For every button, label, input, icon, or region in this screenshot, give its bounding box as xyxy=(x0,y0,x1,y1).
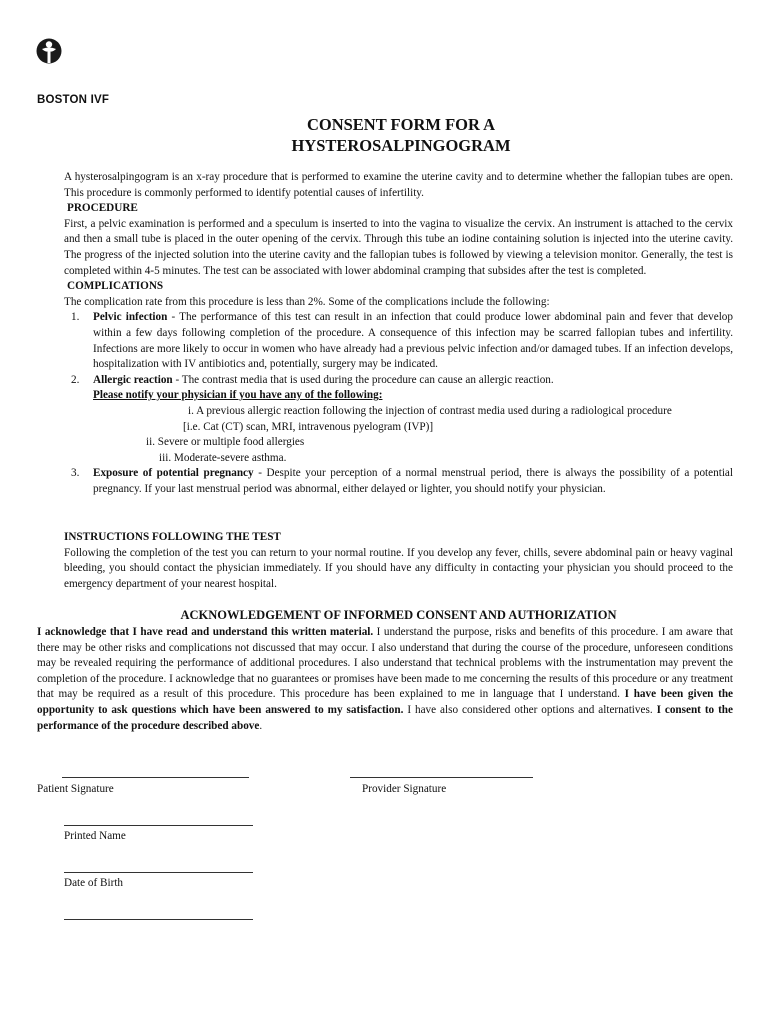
body-section xyxy=(64,170,733,497)
list-item: 2. Allergic reaction - The contrast media that is used during the procedure can cause an allergic reaction. Please notify your physician if you have any of the following: i. A previous allergic reaction following the injection of contrast media used during a radiological procedure [i.e. Cat (CT) scan, MRI, intravenous pyelogram (IVP)] ii. Severe or multiple food allergies iii. Moderate-severe asthma. xyxy=(64,373,733,467)
instructions-paragraph: Following the completion of the test you can return to your normal routine. If you develop any fever, chills, severe abdominal pain or heavy vaginal bleeding, you should contact the physician immediately. If you should have any difficulty in contacting your physician you should proceed to the emergency department of your nearest hospital. xyxy=(64,546,733,590)
instructions-section xyxy=(64,530,733,592)
page-title: CONSENT FORM FOR A HYSTEROSALPINGOGRAM xyxy=(291,115,511,155)
organization-name: BOSTON IVF xyxy=(37,94,110,106)
list-item: ii. Severe or multiple food allergies xyxy=(146,436,305,449)
complications-list xyxy=(64,310,733,497)
provider-signature-label: Provider Signature xyxy=(362,783,447,795)
list-item: iii. Moderate-severe asthma. xyxy=(159,451,287,464)
printed-name-line[interactable] xyxy=(64,825,253,826)
boston-ivf-logo-icon xyxy=(36,38,62,64)
allergy-sublist xyxy=(93,404,733,466)
procedure-paragraph: First, a pelvic examination is performed and a speculum is inserted to into the vagina to visualize the cervix. An instrument is attached to the cervix and then a small tube is placed in the outer opening of the cervix. Through this tube an iodine containing solution is injected into the uterine cavity. The progress of the injected solution into the uterine cavity and the fallopian tubes is followed by viewing a television monitor. Generally, the test is completed within 4-5 minutes. The test can be associated with lower abdominal cramping that subsides after the test is completed. xyxy=(64,217,733,277)
notify-physician-note: Please notify your physician if you have any of the following: xyxy=(93,389,383,402)
date-of-birth-label: Date of Birth xyxy=(64,877,124,889)
acknowledgement-heading: ACKNOWLEDGEMENT OF INFORMED CONSENT AND AUTHORIZATION xyxy=(180,608,617,622)
patient-signature-line[interactable] xyxy=(62,777,249,778)
list-item: 1. Pelvic infection - The performance of this test can result in an infection that could produce lower abdominal pain and fever that develop within a few days following completion of the procedure. A consequence of this infection may be scarred fallopian tubes and infertility. Infections are more likely to occur in women who have already had a previous pelvic infection and/or damaged tubes. If an infection develops, hospitalization with IV antibiotics and, potentially, surgery may be indicated. xyxy=(71,311,733,371)
complications-heading: COMPLICATIONS xyxy=(67,280,164,293)
complications-intro: The complication rate from this procedure is less than 2%. Some of the complications include the following: xyxy=(64,295,550,308)
provider-signature-line[interactable] xyxy=(350,777,533,778)
list-item: 3. Exposure of potential pregnancy - Despite your perception of a normal menstrual period, there is always the possibility of a potential pregnancy. If your last menstrual period was abnormal, either delayed or lighter, you should notify your physician. xyxy=(71,467,734,495)
procedure-heading: PROCEDURE xyxy=(67,202,138,215)
date-of-birth-line[interactable] xyxy=(64,872,253,873)
instructions-heading: INSTRUCTIONS FOLLOWING THE TEST xyxy=(64,531,281,543)
list-item: i. A previous allergic reaction following the injection of contrast media used during a radiological procedure xyxy=(188,404,672,417)
acknowledgement-paragraph: I acknowledge that I have read and understand this written material. I understand the purpose, risks and benefits of this procedure. I am aware that there may be other risks and complications not discussed that may occur. I also understand that during the course of the procedure, unforeseen conditions may be revealed requiring the performance of additional procedures. I also understand that technical problems with the instrumentation may prevent the completion of the procedure. I acknowledge that no guarantees or promises have been made to me concerning the results of this procedure or any treatment that may be required as a result of this procedure. This procedure has been explained to me in language that I understand. I have been given the opportunity to ask questions which have been answered to my satisfaction. I have also considered other options and alternatives. I consent to the performance of the procedure described above. xyxy=(37,626,734,732)
patient-signature-label: Patient Signature xyxy=(37,783,114,795)
intro-paragraph: A hysterosalpingogram is an x-ray procedure that is performed to examine the uterine cavity and to determine whether the fallopian tubes are open. This procedure is commonly performed to identify potential causes of infertility. xyxy=(64,171,733,199)
list-item: [i.e. Cat (CT) scan, MRI, intravenous pyelogram (IVP)] xyxy=(183,420,434,433)
blank-signature-line[interactable] xyxy=(64,919,253,920)
printed-name-label: Printed Name xyxy=(64,830,126,842)
